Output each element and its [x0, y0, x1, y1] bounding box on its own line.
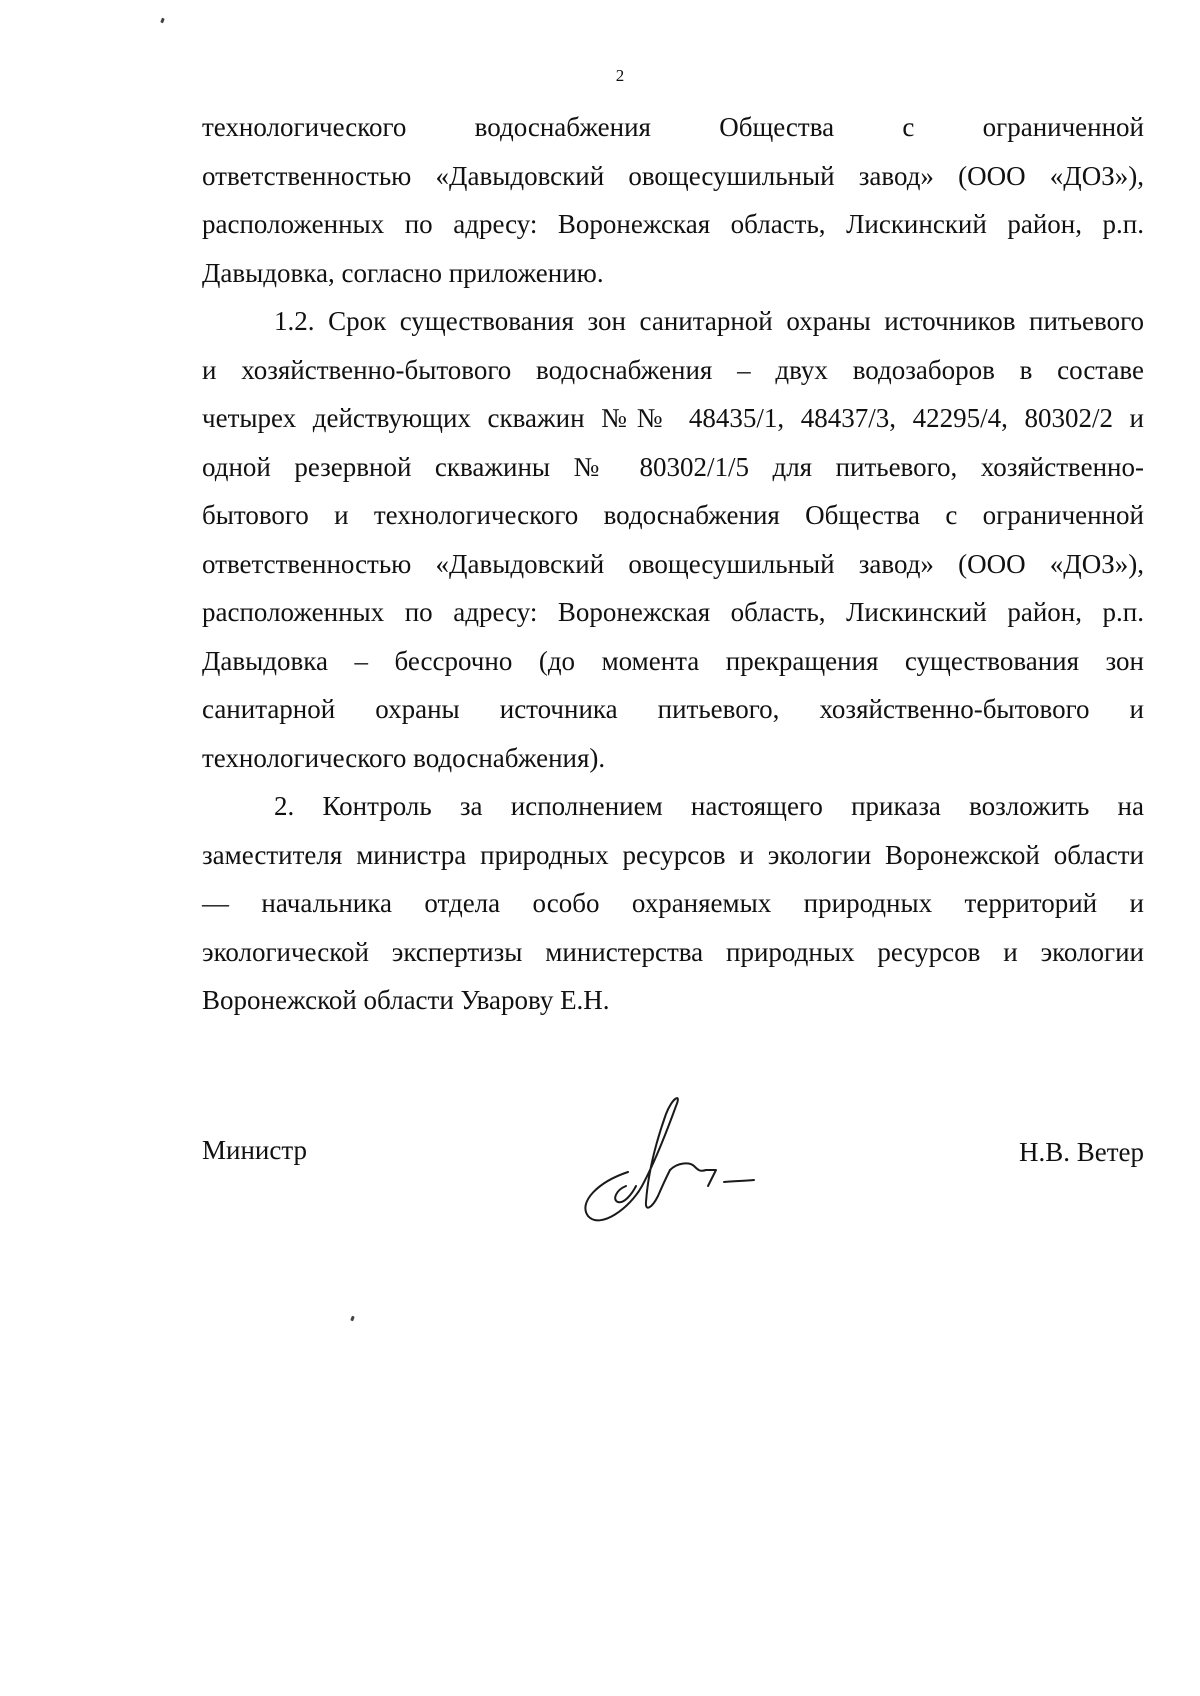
- paragraph-2-line-2: и хозяйственно-бытового водоснабжения – двух водозаборов в составе: [202, 354, 1144, 385]
- paragraph-2-line-3: четырех действующих скважин №№ 48435/1, 48437/3, 42295/4, 80302/2 и: [202, 403, 1144, 433]
- paragraph-2-line-8: Давыдовка – бессрочно (до момента прекращения существования зон: [202, 645, 1144, 676]
- paragraph-2-line-10: технологического водоснабжения).: [202, 742, 606, 773]
- paragraph-3-line-1: 2. Контроль за исполнением настоящего приказа возложить на: [274, 791, 1144, 821]
- page-number: 2: [615, 66, 625, 85]
- paragraph-1-line-1: технологического водоснабжения Общества с ограниченной: [202, 112, 1144, 142]
- paragraph-2-line-1: 1.2. Срок существования зон санитарной охраны источников питьевого: [274, 306, 1144, 336]
- paragraph-2-line-5: бытового и технологического водоснабжения Общества с ограниченной: [202, 500, 1144, 530]
- paragraph-3-line-3: — начальника отдела особо охраняемых природных территорий и: [202, 888, 1144, 918]
- paragraph-2-line-9: санитарной охраны источника питьевого, хозяйственно-бытового и: [202, 694, 1144, 724]
- paragraph-1-line-3: расположенных по адресу: Воронежская область, Лискинский район, р.п.: [202, 209, 1144, 239]
- paragraph-2-line-7: расположенных по адресу: Воронежская область, Лискинский район, р.п.: [202, 597, 1144, 627]
- paragraph-1-line-4: Давыдовка, согласно приложению.: [202, 257, 604, 288]
- paragraph-2-line-6: ответственностью «Давыдовский овощесушильный завод» (ООО «ДОЗ»),: [202, 548, 1144, 579]
- scan-speck: [160, 18, 165, 24]
- scan-speck: [350, 1316, 355, 1322]
- signatory-name: Н.В. Ветер: [1018, 1137, 1144, 1167]
- document-body: [202, 103, 1144, 1025]
- handwritten-signature: [566, 1090, 766, 1230]
- paragraph-3-line-2: заместителя министра природных ресурсов и экологии Воронежской области: [202, 839, 1144, 870]
- signatory-role: Министр: [202, 1135, 307, 1165]
- paragraph-1-line-2: ответственностью «Давыдовский овощесушильный завод» (ООО «ДОЗ»),: [202, 160, 1144, 191]
- signature-block: [202, 1090, 1144, 1230]
- paragraph-3-line-5: Воронежской области Уварову Е.Н.: [202, 985, 610, 1015]
- paragraph-2-line-4: одной резервной скважины № 80302/1/5 для питьевого, хозяйственно-: [202, 451, 1144, 482]
- paragraph-3-line-4: экологической экспертизы министерства природных ресурсов и экологии: [202, 936, 1144, 967]
